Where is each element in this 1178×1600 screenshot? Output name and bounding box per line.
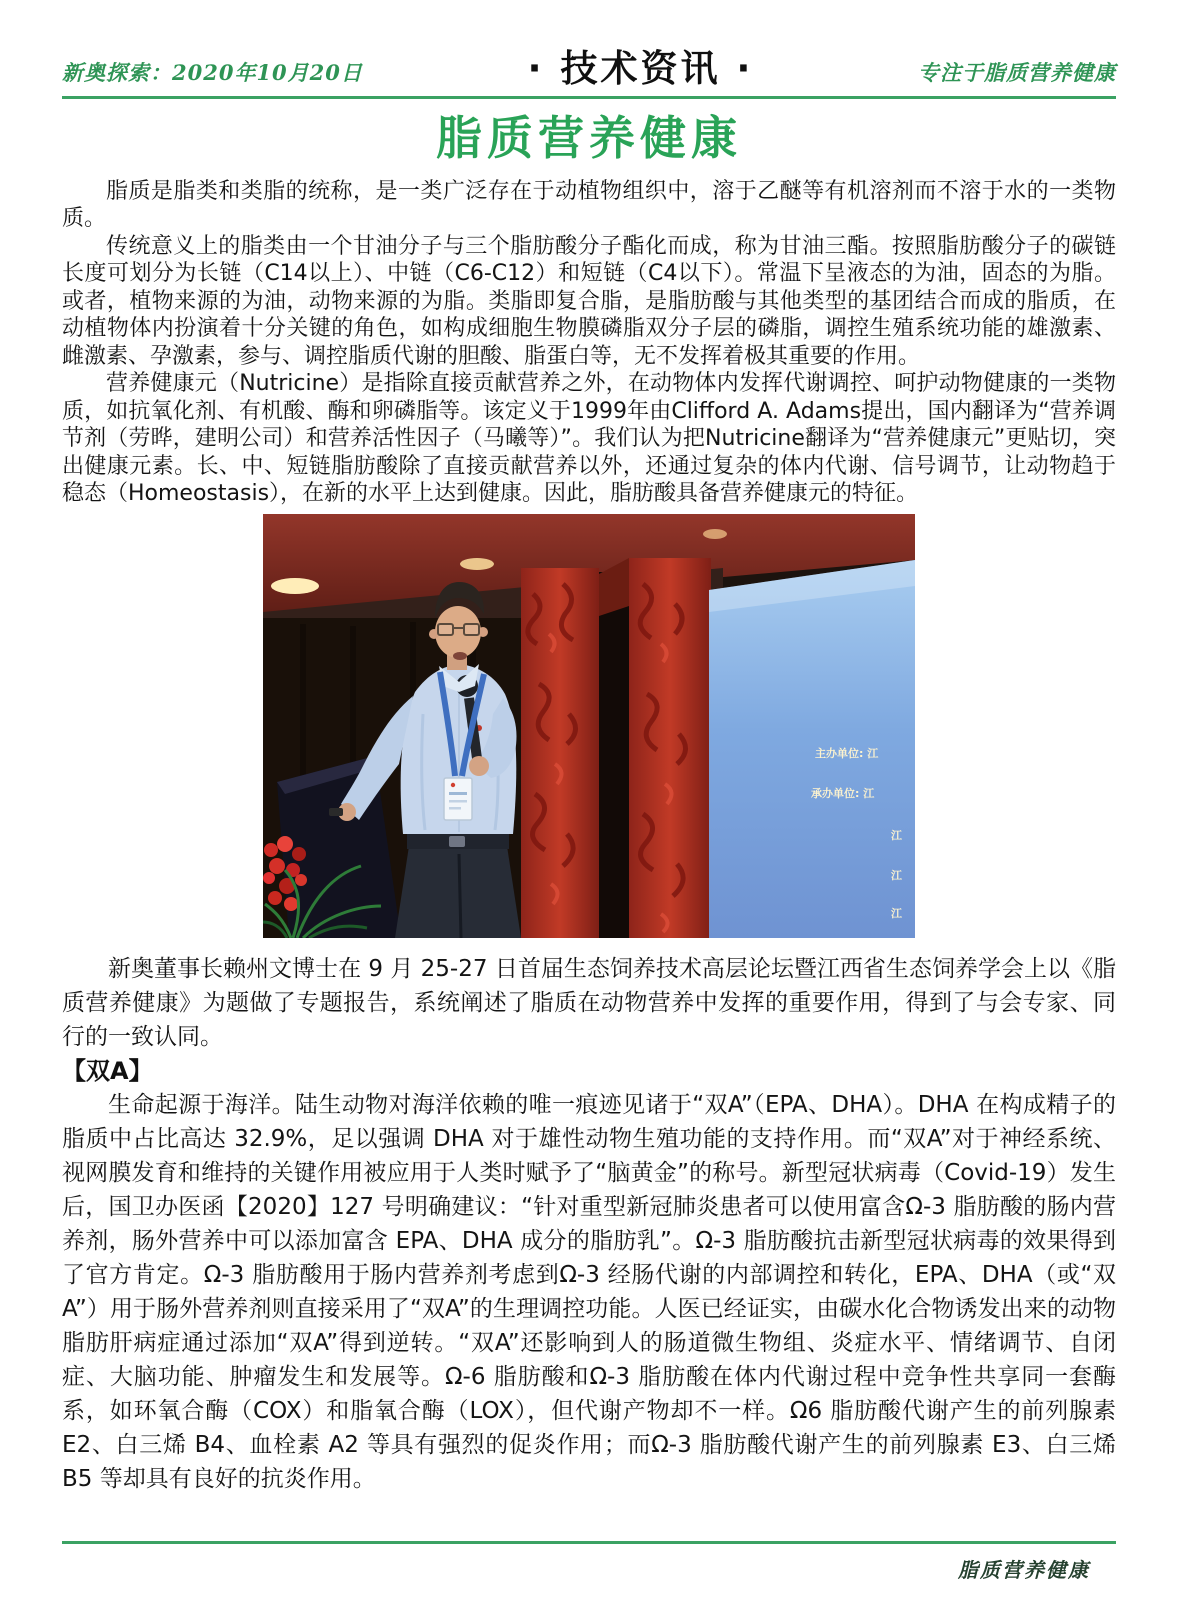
speaker-hand-left <box>469 756 489 776</box>
screen-text-line: 江 <box>891 868 902 882</box>
photo-caption-paragraph: 新奥董事长赖州文博士在 9 月 25-27 日首届生态饲养技术高层论坛暨江西省生态饲养学会上以《脂质营养健康》为题做了专题报告，系统阐述了脂质在动物营养中发挥的重要作用，得到了与会专家、同行的一致认同。 <box>62 955 1116 1050</box>
masthead-date: 新奥探索：2020年10月20日 <box>62 60 363 85</box>
intro-section <box>62 178 1116 508</box>
belt-buckle <box>449 836 465 847</box>
conference-photo <box>263 514 915 938</box>
presenter-clicker <box>329 808 343 816</box>
lower-section <box>62 952 1116 1496</box>
id-badge <box>444 778 472 820</box>
screen-text-line: 承办单位: 江 <box>811 786 875 800</box>
body-paragraph: 营养健康元（Nutricine）是指除直接贡献营养之外，在动物体内发挥代谢调控、呵护动物健康的一类物质，如抗氧化剂、有机酸、酶和卵磷脂等。该定义于1999年由Clifford A. Adams提出，国内翻译为“营养调节剂（劳晔，建明公司）和营养活性因子（马曦等）”。我们认为把Nutricine翻译为“营养健康元”更贴切，突出健康元素。长、中、短链脂肪酸除了直接贡献营养以外，还通过复杂的体内代谢、信号调节，让动物趋于稳态（Homeostasis），在新的水平上达到健康。因此，脂肪酸具备营养健康元的特征。 <box>62 371 1116 507</box>
screen-text-line: 主办单位: 江 <box>815 746 879 760</box>
ceiling-light <box>703 529 727 539</box>
badge-text-line <box>449 792 467 795</box>
footer-brand: 脂质营养健康 <box>958 1558 1090 1582</box>
pillar-gap <box>599 572 629 938</box>
page-title: 脂质营养健康 <box>436 111 742 165</box>
badge-text-line <box>449 800 467 803</box>
conference-photo-illustration <box>263 514 915 938</box>
body-paragraph: 传统意义上的脂类由一个甘油分子与三个脂肪酸分子酯化而成，称为甘油三酯。按照脂肪酸分子的碳链长度可划分为长链（C14以上）、中链（C6-C12）和短链（C4以下）。常温下呈液态的为油，固态的为脂。或者，植物来源的为油，动物来源的为脂。类脂即复合脂，是脂肪酸与其他类型的基团结合而成的脂质，在动植物体内扮演着十分关键的角色，如构成细胞生物膜磷脂双分子层的磷脂，调控生殖系统功能的雄激素、雌激素、孕激素，参与、调控脂质代谢的胆酸、脂蛋白等，无不发挥着极其重要的作用。 <box>62 233 1116 369</box>
body-paragraph: 脂质是脂类和类脂的统称，是一类广泛存在于动植物组织中，溶于乙醚等有机溶剂而不溶于水的一类物质。 <box>62 178 1116 232</box>
badge-text-line <box>449 807 461 810</box>
badge-mark <box>451 783 455 787</box>
section-heading: 【双A】 <box>62 1056 153 1085</box>
masthead <box>62 47 1116 99</box>
projection-screen <box>709 560 915 938</box>
glasses-left-lens <box>438 624 453 635</box>
masthead-slogan: 专注于脂质营养健康 <box>918 60 1116 85</box>
ceiling-light <box>460 558 494 570</box>
section-paragraph: 生命起源于海洋。陆生动物对海洋依赖的唯一痕迹见诸于“双A”（EPA、DHA）。DHA 在构成精子的脂质中占比高达 32.9%，足以强调 DHA 对于雄性动物生殖功能的支持作用。而“双A”对于神经系统、视网膜发育和维持的关键作用被应用于人类时赋予了“脑黄金”的称号。新型冠状病毒（Covid-19）发生后，国卫办医函【2020】127 号明确建议：“针对重型新冠肺炎患者可以使用富含Ω-3 脂肪酸的肠内营养剂，肠外营养中可以添加富含 EPA、DHA 成分的脂肪乳”。Ω-3 脂肪酸抗击新型冠状病毒的效果得到了官方肯定。Ω-3 脂肪酸用于肠内营养剂考虑到Ω-3 经肠代谢的内部调控和转化，EPA、DHA（或“双A”）用于肠外营养剂则直接采用了“双A”的生理调控功能。人医已经证实，由碳水化合物诱发出来的动物脂肪肝病症通过添加“双A”得到逆转。“双A”还影响到人的肠道微生物组、炎症水平、情绪调节、自闭症、大脑功能、肿瘤发生和发展等。Ω-6 脂肪酸和Ω-3 脂肪酸在体内代谢过程中竞争性共享同一套酶系，如环氧合酶（COX）和脂氧合酶（LOX），但代谢产物却不一样。Ω6 脂肪酸代谢产生的前列腺素 E2、白三烯 B4、血栓素 A2 等具有强烈的促炎作用；而Ω-3 脂肪酸代谢产生的前列腺素 E3、白三烯 B5 等却具有良好的抗炎作用。 <box>62 1091 1116 1492</box>
trouser-seam <box>459 854 461 938</box>
footer-rule <box>62 1541 1116 1544</box>
masthead-section-title: · 技术资讯 · <box>527 47 754 90</box>
mouth <box>453 652 467 660</box>
glasses-right-lens <box>464 624 479 635</box>
screen-text-line: 江 <box>891 828 902 842</box>
screen-text-line: 江 <box>891 906 902 920</box>
ceiling-light <box>271 578 319 594</box>
